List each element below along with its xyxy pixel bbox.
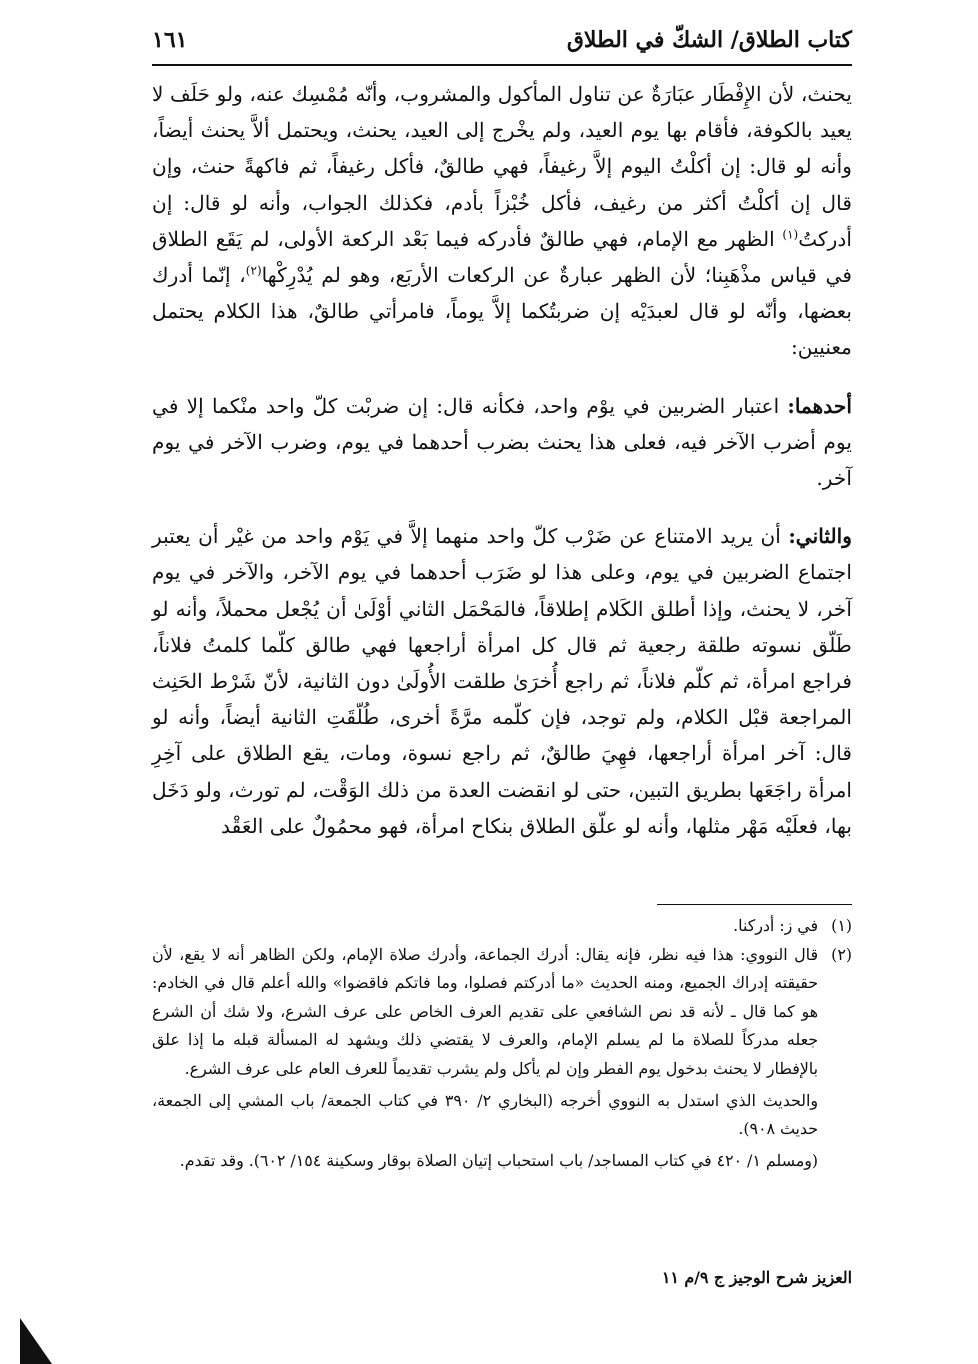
footnote-ref-1[interactable]: (١) [782, 227, 799, 242]
footnote-number: (١) [831, 916, 852, 935]
chapter-title: كتاب الطلاق/ الشكّ في الطلاق [566, 27, 852, 53]
corner-mark-icon [18, 1318, 52, 1364]
paragraph-1 [152, 76, 852, 366]
footnote-ref-2[interactable]: (٢) [245, 263, 262, 278]
paragraph-2 [152, 388, 852, 497]
footnote-1 [152, 912, 852, 941]
footnote-text: قال النووي: هذا فيه نظر، فإنه يقال: أدرك الجماعة، وأدرك صلاة الإمام، ولكن الظاهر أنه لا يقع، لأن حقيقته إدراك الجميع، ومنه الحديث «ما أدركتم فصلوا، وما فاتكم فاقضوا» والله أعلم قال في الخادم: هو كما قال ـ لأنه قد نص الشافعي على تقديم العرف الخاص على عرف الشرع، ولا شك أن الشرع جعله مدركاً للصلاة ما لم يسلم الإمام، والعرف لا يقتضي ذلك ويشهد له المسألة قبله ما إذا علق بالإفطار لا يحنث بدخول يوم الفطر وإن لم يأكل ولم يشرب تقديماً للعرف العام على عرف الشرع. [152, 944, 818, 1078]
paragraph-2-text: اعتبار الضربين في يوْم واحد، فكأنه قال: إن ضربْت كلّ واحد منْكما إلا في يوم أضرب الآخر فيه، فعلى هذا يحنث بضرب أحدهما في يوم، وضرب الآخر في يوم آخر. [152, 393, 852, 491]
footnote-number: (٢) [831, 944, 852, 964]
paragraph-3-lead: والثاني: [788, 524, 852, 549]
paragraph-3 [152, 518, 852, 844]
footnote-text-continued: والحديث الذي استدل به النووي أخرجه (البخاري ٢/ ٣٩٠ في كتاب الجمعة/ باب المشي إلى الجمعة، حديث ٩٠٨). [152, 1090, 819, 1139]
footnote-body [152, 912, 818, 941]
paragraph-1-part-a: يحنث، لأن الإِفْطَار عبَارَةٌ عن تناول المأكول والمشروب، وأنّه مُمْسِك عنه، ولو حَلَف لا يعيد بالكوفة، فأقام بها يوم العيد، ولم يخْرج إلى العيد، يحنث، ويحتمل ألاَّ يحنث أيضاً، وأنه لو قال: إن أكلْتُ اليوم إلاَّ رغيفاً، فهي طالقٌ، فأكل رغيفاً، ثم فاكهةً حنث، وإن قال إن أكلْتُ أكثر من رغيف، فأكل خُبْزاً بأدم، فكذلك الجواب، وأنه لو قال: إن أدركتُ [152, 82, 852, 251]
main-text [152, 76, 852, 844]
paragraph-3-text: أن يريد الامتناع عن ضَرْب كلّ واحد منهما إلاَّ في يَوْم واحد من غيْر أن يعتبر اجتماع الضربين في يوم، وعلى هذا لو ضَرَب أحدهما في يوم الآخر، والآخر في يوم آخر، لا يحنث، وإذا أطلق الكَلام إطلاقاً، فالمَحْمَل الثاني أوْلَىٰ أن يُجْعل محملاً، وأنه لو طَلّق نسوته طلقة رجعية ثم قال كل امرأة أراجعها فهي طالق كلّما كلمتُ فلاناً، فراجع امرأة، ثم كلّم فلاناً، ثم راجع أُخرَىٰ طلقت الأُولَىٰ دون الثانية، لأنّ شَرْط الحَنِث المراجعة قبْل الكلام، ولم توجد، فإن كلّمه مرَّةً أخرى، طُلّقَتِ الثانية أيضاً، وأنه لو قال: آخر امرأة أراجعها، فهِيَ طالقٌ، ثم راجع نسوة، ومات، يقع الطلاق على آخِرِ امرأة راجَعَها بطريق التبين، حتى لو انقضت العدة من ذلك الوَقْت، لم تورث، ولو دَخَل بها، فعلَيْه مَهْر مثلها، وأنه لو علّق الطلاق بنكاح امرأة، فهو محمُولٌ على العَقْد [152, 524, 852, 838]
page-number: ١٦١ [152, 27, 188, 53]
header-rule [152, 64, 852, 66]
footnote-text-continued: (ومسلم ١/ ٤٢٠ في كتاب المساجد/ باب استحباب إتيان الصلاة بوقار وسكينة ١٥٤/ ٦٠٢). وقد تقدم. [179, 1150, 818, 1170]
page-header [152, 18, 852, 62]
signature-line: العزيز شرح الوجيز ج ٩/م ١١ [661, 1268, 852, 1287]
footnotes [152, 912, 852, 1175]
footnote-text: في ز: أدركنا. [733, 916, 818, 935]
paragraph-1-part-c: ، إنّما أدرك بعضها، وأنّه لو قال لعبدَيْه إن ضربتُكما إلاَّ يوماً، فامرأتي طالقٌ، هذا الكلام يحتمل معنيين: [152, 263, 852, 360]
paragraph-1-part-b: الظهر مع الإمام، فهي طالقٌ فأدركه فيما بَعْد الركعة الأولى، لم يَقَع الطلاق في قياس مذْهَبِنا؛ لأن الظهر عبارةٌ عن الركعات الأربَع، وهو لم يُدْرِكْها [152, 226, 852, 288]
footnote-body [152, 941, 818, 1176]
footnote-2 [152, 941, 852, 1176]
paragraph-2-lead: أحدهما: [787, 393, 852, 418]
footnote-separator [657, 904, 852, 905]
